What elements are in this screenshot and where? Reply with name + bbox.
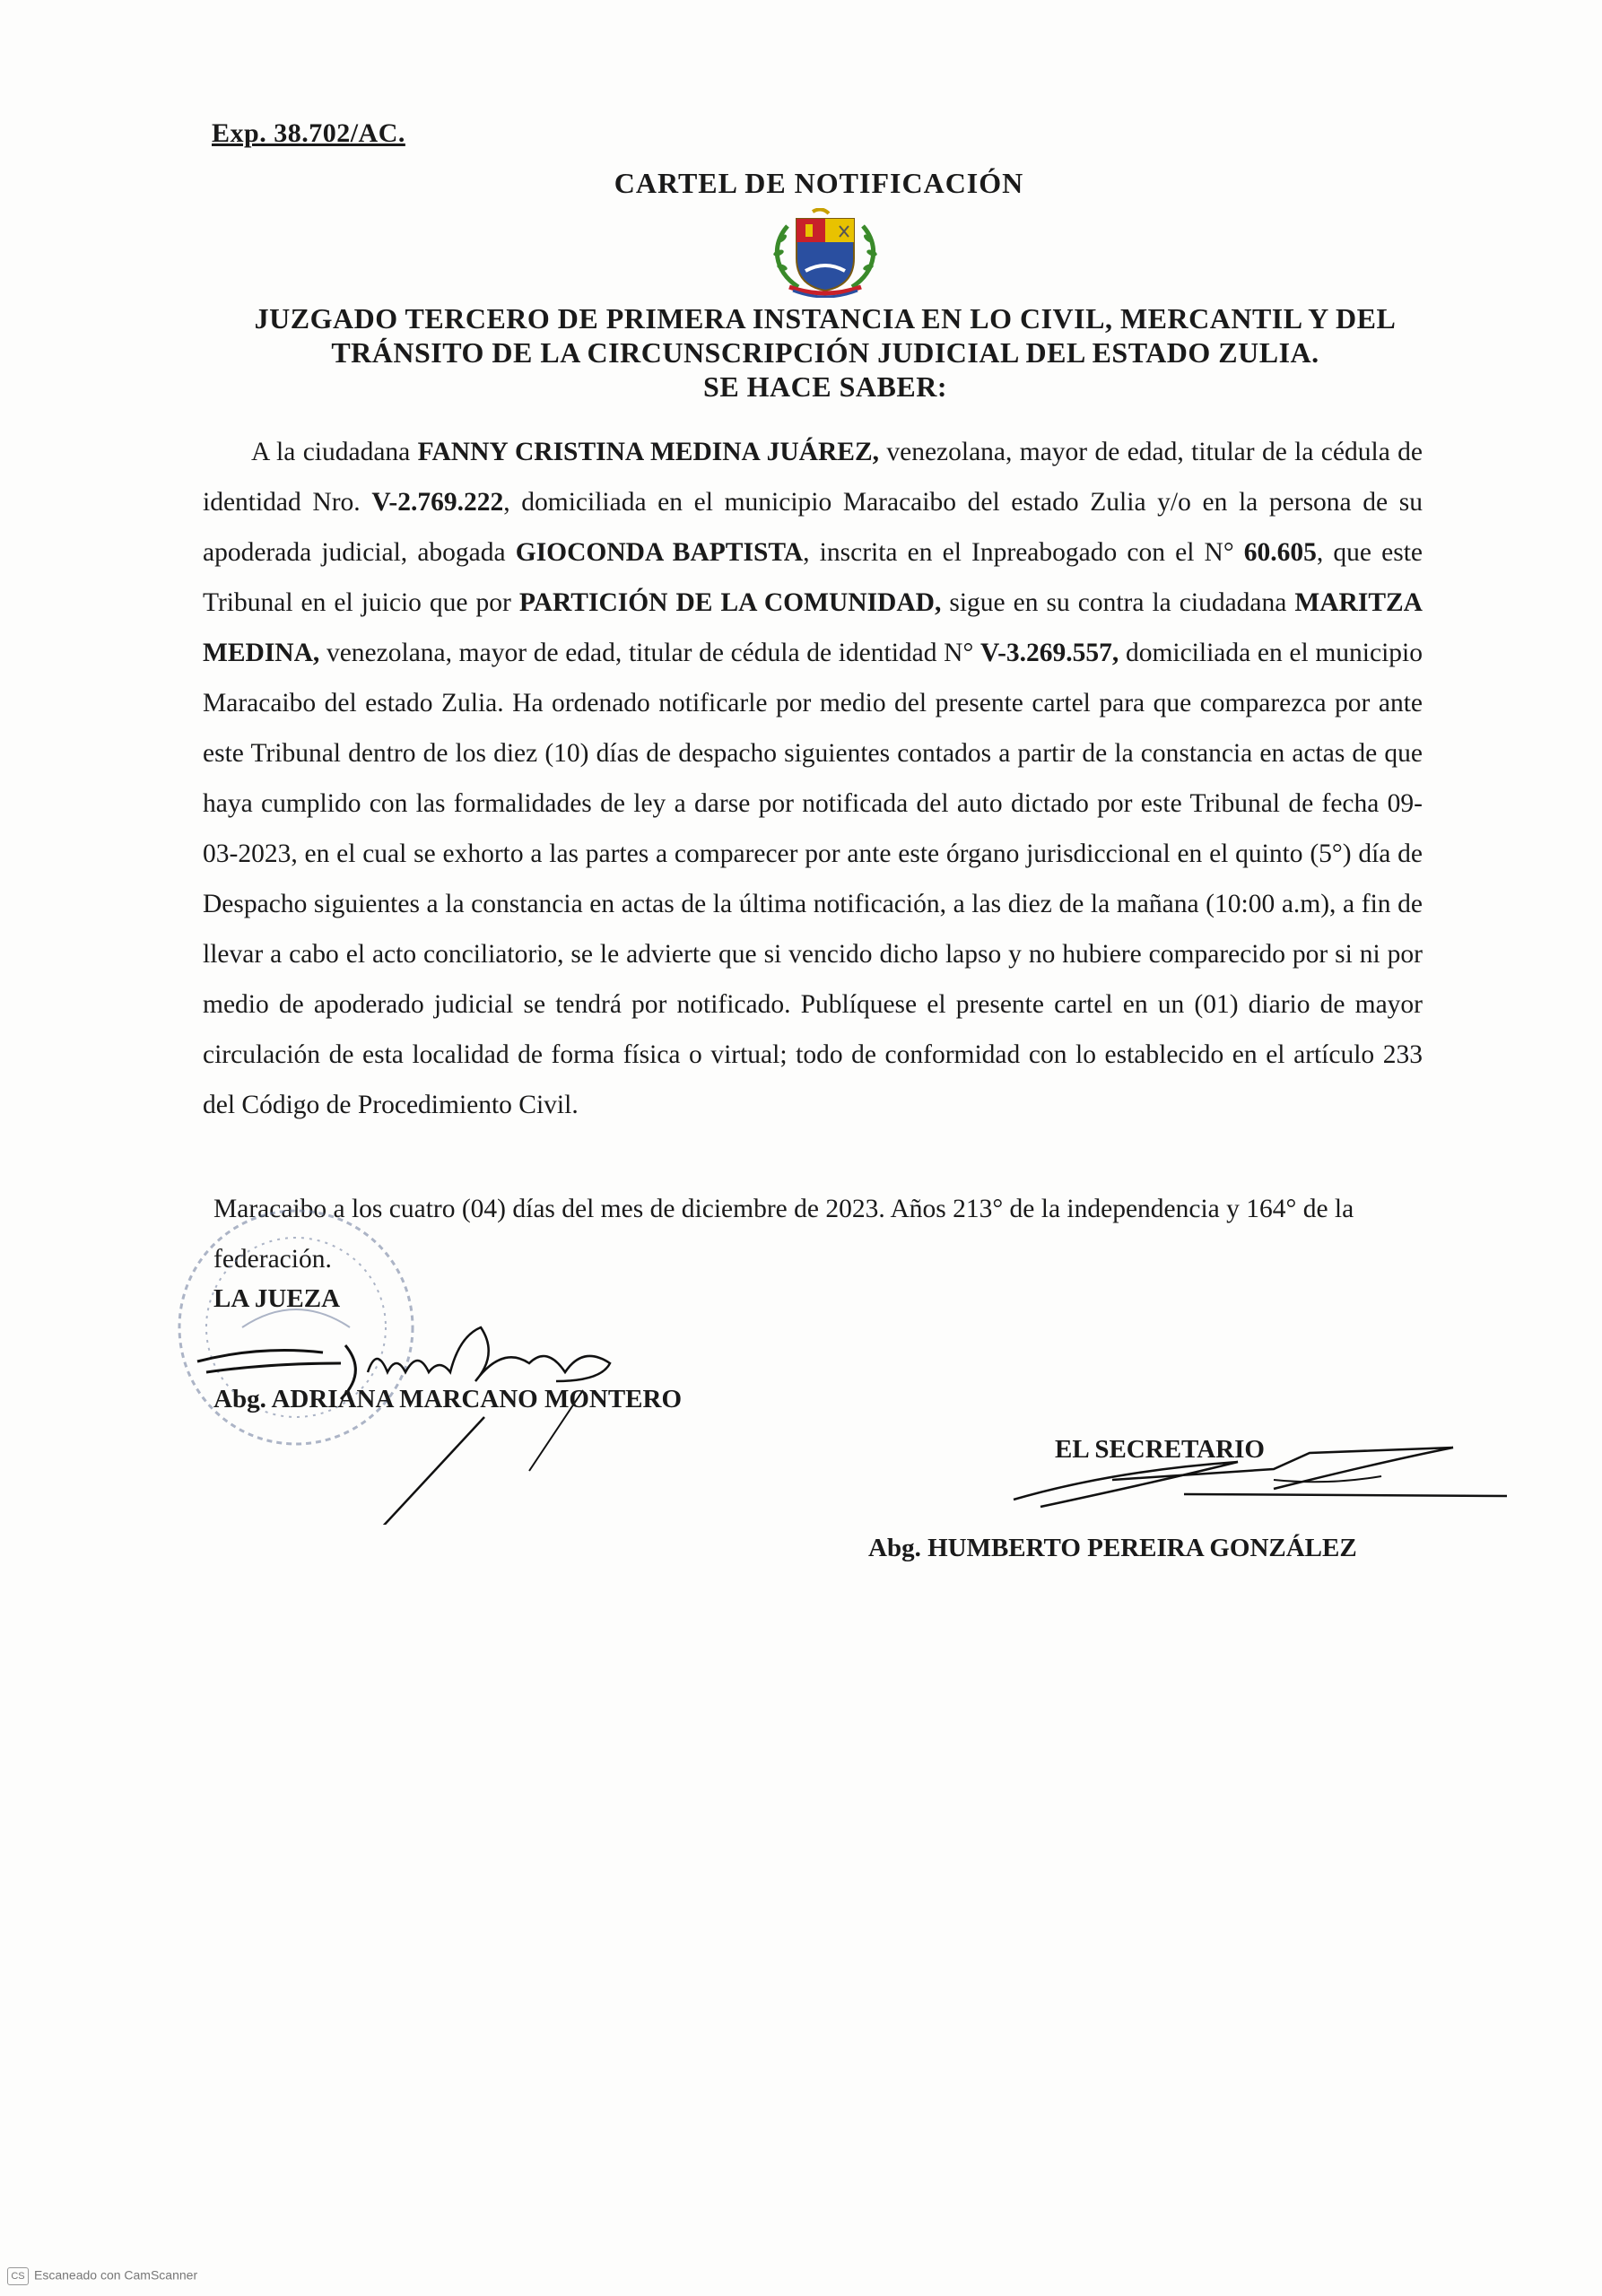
camscanner-logo-icon: CS	[7, 2267, 29, 2285]
document-title: CARTEL DE NOTIFICACIÓN	[614, 167, 1024, 199]
text-segment: , que este Tribunal en el juicio que por	[203, 538, 1423, 617]
coat-of-arms-icon	[762, 208, 888, 298]
judge-name: Abg. ADRIANA MARCANO MONTERO	[213, 1385, 683, 1413]
text-segment: A la ciudadana	[251, 438, 418, 466]
judge-signature	[188, 1309, 744, 1525]
secretary-signature	[1005, 1435, 1507, 1516]
court-name-line-2: TRÁNSITO DE LA CIRCUNSCRIPCIÓN JUDICIAL DEL ESTADO ZULIA.	[331, 336, 1319, 369]
scanner-credit: Escaneado con CamScanner	[34, 2267, 198, 2283]
text-segment: venezolana, mayor de edad, titular de cédula de identidad N°	[319, 639, 980, 667]
judge-role: LA JUEZA	[213, 1284, 341, 1313]
secretary-name: Abg. HUMBERTO PEREIRA GONZÁLEZ	[868, 1534, 1357, 1562]
closing-text: Maracaibo a los cuatro (04) días del mes de diciembre de 2023. Años 213° de la independencia y 164° de la federación.	[213, 1195, 1354, 1274]
text-segment: sigue en su contra la ciudadana	[941, 588, 1295, 617]
text-segment: , domiciliada en el municipio Maracaibo del estado Zulia y/o en la persona de su apoderada judicial, abogada	[203, 488, 1424, 567]
notified-party-id: V-2.769.222	[371, 488, 504, 517]
file-reference: Exp. 38.702/AC.	[212, 118, 405, 148]
attorney-name: GIOCONDA BAPTISTA	[515, 538, 804, 567]
notice-body	[203, 427, 1423, 1130]
attorney-registration: 60.605	[1243, 538, 1317, 567]
text-segment: venezolana, mayor de edad, titular de la cédula de identidad Nro.	[203, 438, 1423, 517]
text-segment: , inscrita en el Inpreabogado con el N°	[803, 538, 1244, 567]
text-segment: domiciliada en el municipio Maracaibo del estado Zulia. Ha ordenado notificarle por medio del presente cartel para que comparezca por ante este Tribunal dentro de los diez (10) días de despacho siguientes contados a partir de la constancia en actas de que haya cumplido con las formalidades de ley a darse por notificada del auto dictado por este Tribunal de fecha 09-03-2023, en el cual se exhorto a las partes a comparecer por ante este órgano jurisdiccional en el quinto (5°) día de Despacho siguientes a la constancia en actas de la última notificación, a las diez de la mañana (10:00 a.m), a fin de llevar a cabo el acto conciliatorio, se le advierte que si vencido dicho lapso y no hubiere comparecido por si ni por medio de apoderado judicial se tendrá por notificado. Publíquese el presente cartel en un (01) diario de mayor circulación de esta localidad de forma física o virtual; todo de conformidad con lo establecido en el artículo 233 del Código de Procedimiento Civil.	[203, 639, 1423, 1119]
plaintiff-name: MARITZA MEDINA,	[203, 588, 1423, 667]
notice-heading: SE HACE SABER:	[703, 370, 947, 403]
scanner-footer	[7, 2267, 197, 2285]
notified-party-name: FANNY CRISTINA MEDINA JUÁREZ,	[417, 438, 879, 466]
court-name-line-1: JUZGADO TERCERO DE PRIMERA INSTANCIA EN LO CIVIL, MERCANTIL Y DEL	[254, 302, 1397, 335]
notice-paragraph	[203, 427, 1423, 1130]
secretary-role: EL SECRETARIO	[1055, 1435, 1265, 1464]
plaintiff-id: V-3.269.557,	[979, 639, 1119, 667]
court-heading	[251, 301, 1399, 404]
case-type: PARTICIÓN DE LA COMUNIDAD,	[518, 588, 942, 617]
